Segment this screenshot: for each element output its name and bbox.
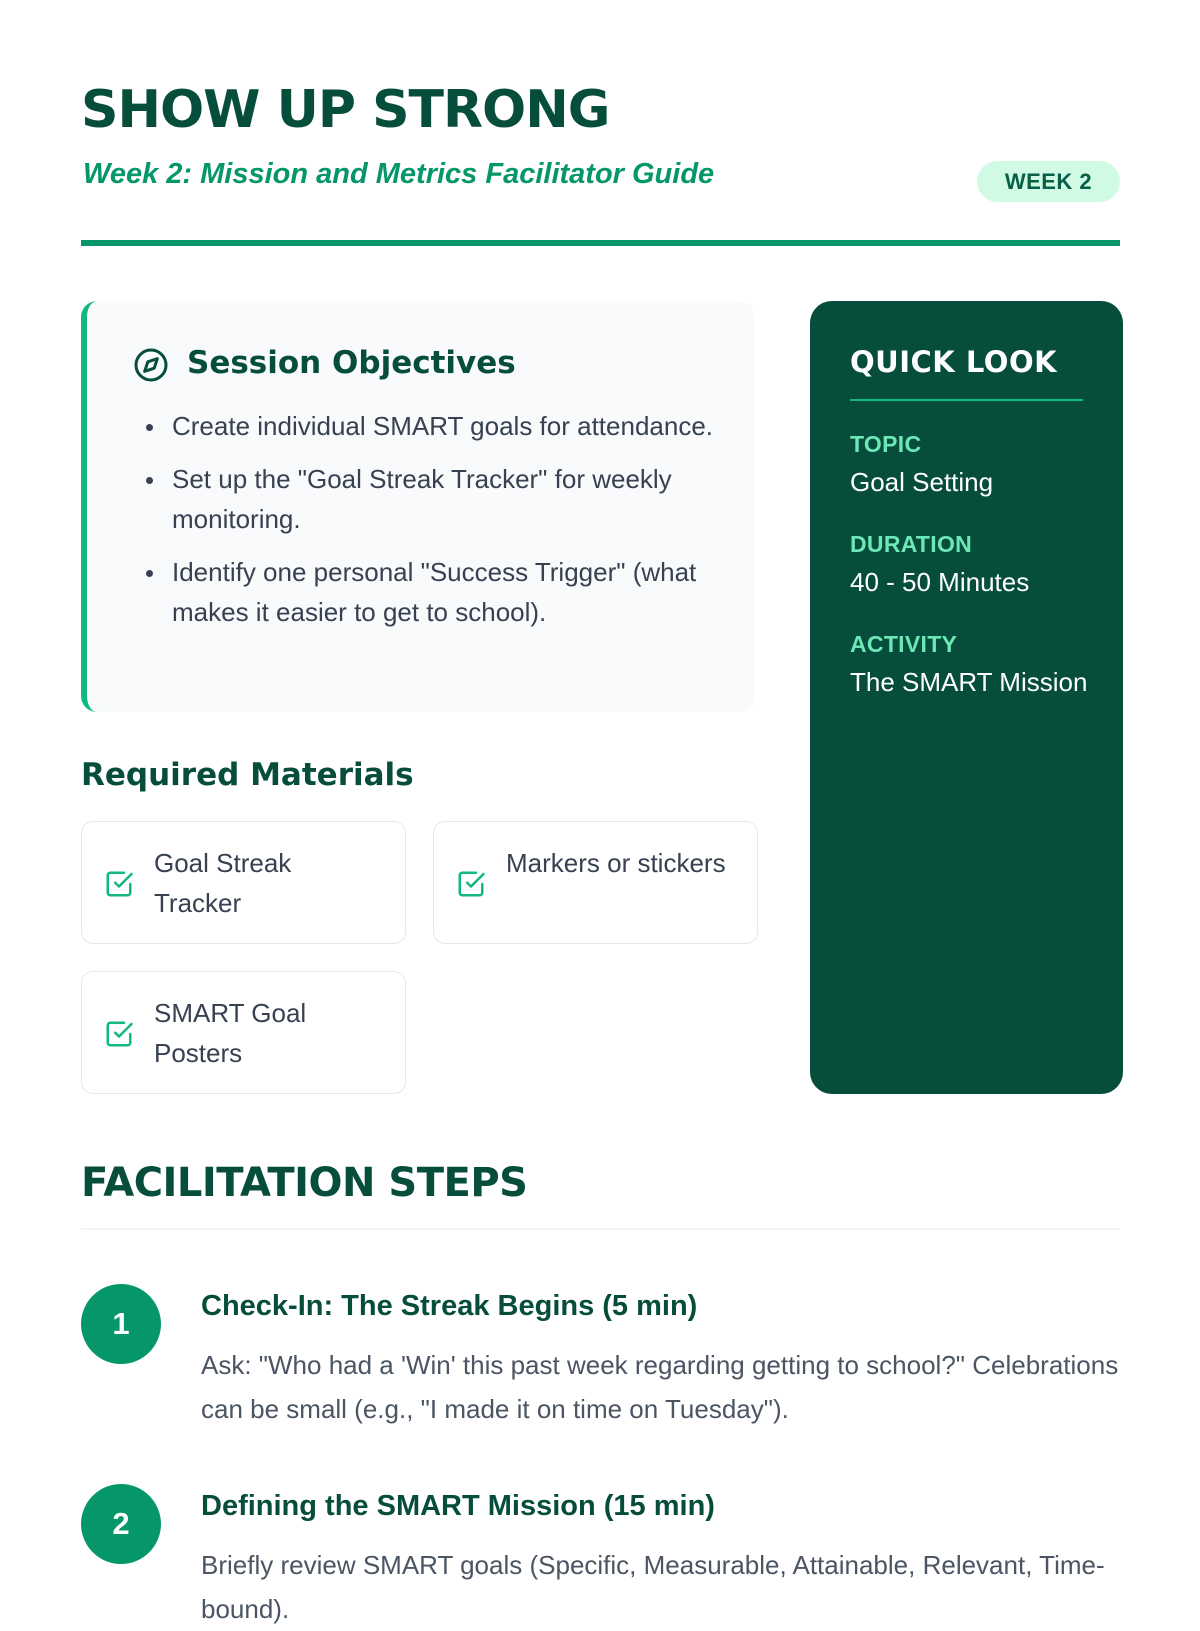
topic-label: TOPIC <box>850 431 922 457</box>
header-divider <box>81 240 1120 246</box>
step-description: Briefly review SMART goals (Specific, Measurable, Attainable, Relevant, Time-bound). <box>201 1550 1105 1624</box>
checkbox-icon <box>456 869 486 899</box>
quick-look-divider <box>850 399 1083 401</box>
duration-value: 40 - 50 Minutes <box>850 567 1030 597</box>
compass-icon <box>133 347 169 383</box>
material-card <box>433 821 758 944</box>
required-materials-heading: Required Materials <box>81 757 414 793</box>
objective-item: Create individual SMART goals for attendance. <box>143 406 743 446</box>
topic-value: Goal Setting <box>850 467 994 497</box>
week-badge: WEEK 2 <box>977 161 1120 202</box>
material-label: Markers or stickers <box>506 848 726 878</box>
session-objectives-heading: Session Objectives <box>187 345 516 381</box>
material-card <box>81 971 406 1094</box>
material-label: Goal Streak Tracker <box>154 848 292 918</box>
step-title: Defining the SMART Mission (15 min) <box>201 1490 715 1522</box>
checkbox-icon <box>104 1019 134 1049</box>
page-subtitle: Week 2: Mission and Metrics Facilitator Guide <box>83 158 715 190</box>
duration-label: DURATION <box>850 531 973 557</box>
facilitation-steps-heading: FACILITATION STEPS <box>81 1160 528 1206</box>
step-description: Ask: "Who had a 'Win' this past week regarding getting to school?" Celebrations can be small (e.g., "I made it on time on Tuesday"). <box>201 1350 1119 1424</box>
objective-item: Identify one personal "Success Trigger" (what makes it easier to get to school). <box>143 552 743 632</box>
material-card <box>81 821 406 944</box>
objective-item: Set up the "Goal Streak Tracker" for weekly monitoring. <box>143 459 743 539</box>
checkbox-icon <box>104 869 134 899</box>
activity-label: ACTIVITY <box>850 631 958 657</box>
steps-divider <box>81 1228 1120 1230</box>
page-title: SHOW UP STRONG <box>81 80 610 140</box>
quick-look-title: QUICK LOOK <box>850 345 1058 379</box>
activity-value: The SMART Mission <box>850 667 1088 697</box>
step-title: Check-In: The Streak Begins (5 min) <box>201 1290 698 1322</box>
objectives-list <box>143 406 743 645</box>
step-number-badge: 1 <box>81 1284 161 1364</box>
material-label: SMART Goal Posters <box>154 998 307 1068</box>
quick-look-panel <box>810 301 1123 1094</box>
session-objectives-card <box>81 301 755 712</box>
step-number-badge: 2 <box>81 1484 161 1564</box>
